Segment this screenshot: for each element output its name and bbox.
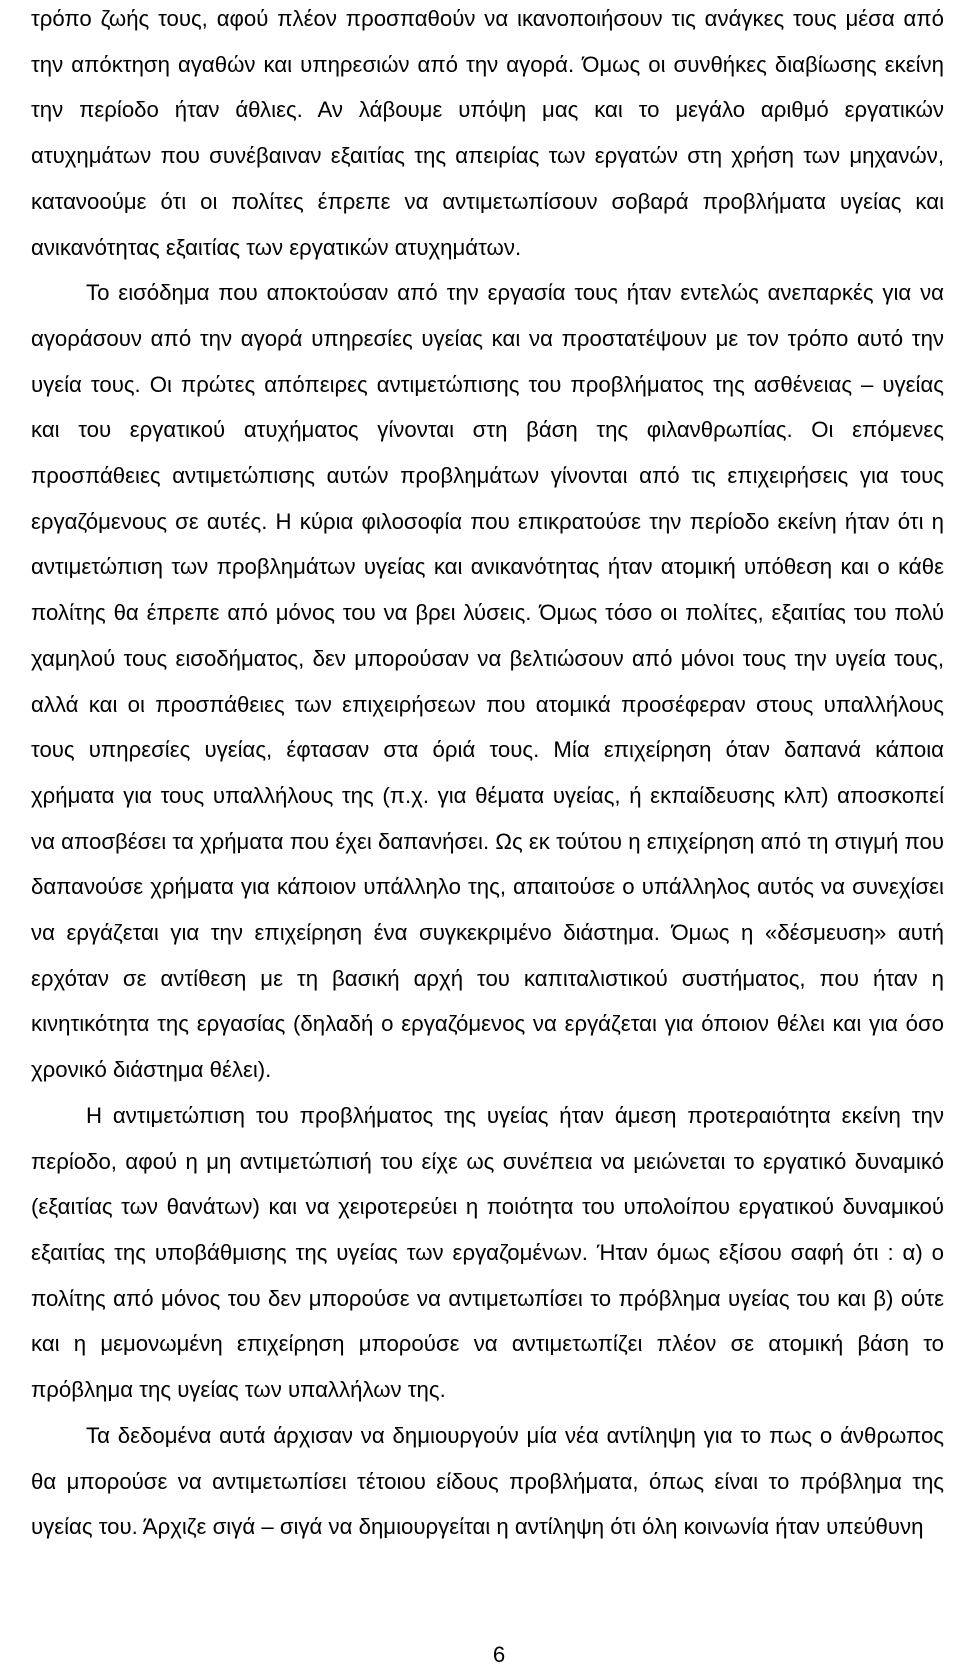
paragraph-continuation: τρόπο ζωής τους, αφού πλέον προσπαθούν να ικανοποιήσουν τις ανάγκες τους μέσα από την απόκτηση αγαθών και υπηρεσιών από την αγορά. Όμως οι συνθήκες διαβίωσης εκείνη την περίοδο ήταν άθλιες. Αν λάβουμε υπόψη μας και το μεγάλο αριθμό εργατικών ατυχημάτων που συνέβαιναν εξαιτίας της απειρίας των εργατών στη χρήση των μηχανών, κατανοούμε ότι οι πολίτες έπρεπε να αντιμετωπίσουν σοβαρά προβλήματα υγείας και ανικανότητας εξαιτίας των εργατικών ατυχημάτων. (31, 6, 944, 260)
page-number: 6 (492, 1642, 506, 1667)
paragraph-health-priority: Η αντιμετώπιση του προβλήματος της υγείας ήταν άμεση προτεραιότητα εκείνη την περίοδο, αφού η μη αντιμετώπισή του είχε ως συνέπεια να μειώνεται το εργατικό δυναμικό (εξαιτίας των θανάτων) και να χειροτερεύει η ποιότητα του υπολοίπου εργατικού δυναμικού εξαιτίας της υποβάθμισης της υγείας των εργαζομένων. Ήταν όμως εξίσου σαφή ότι : α) ο πολίτης από μόνος του δεν μπορούσε να αντιμετωπίσει το πρόβλημα υγείας του και β) ούτε και η μεμονωμένη επιχείρηση μπορούσε να αντιμετωπίζει πλέον σε ατομική βάση το πρόβλημα της υγείας των υπαλλήλων της. (31, 1102, 944, 1403)
paragraph-new-perception: Τα δεδομένα αυτά άρχισαν να δημιουργούν μία νέα αντίληψη για το πως ο άνθρωπος θα μπορούσε να αντιμετωπίσει τέτοιου είδους προβλήματα, όπως είναι το πρόβλημα της υγείας του. Άρχιζε σιγά – σιγά να δημιουργείται η αντίληψη ότι όλη κοινωνία ήταν υπεύθυνη (31, 1422, 944, 1540)
paragraph-income: Το εισόδημα που αποκτούσαν από την εργασία τους ήταν εντελώς ανεπαρκές για να αγοράσουν από την αγορά υπηρεσίες υγείας και να προστατέψουν με τον τρόπο αυτό την υγεία τους. Οι πρώτες απόπειρες αντιμετώπισης του προβλήματος της ασθένειας – υγείας και του εργατικού ατυχήματος γίνονται στη βάση της φιλανθρωπίας. Οι επόμενες προσπάθειες αντιμετώπισης αυτών προβλημάτων γίνονται από τις επιχειρήσεις για τους εργαζόμενους σε αυτές. Η κύρια φιλοσοφία που επικρατούσε την περίοδο εκείνη ήταν ότι η αντιμετώπιση των προβλημάτων υγείας και ανικανότητας ήταν ατομική υπόθεση και ο κάθε πολίτης θα έπρεπε από μόνος του να βρει λύσεις. Όμως τόσο οι πολίτες, εξαιτίας του πολύ χαμηλού τους εισοδήματος, δεν μπορούσαν να βελτιώσουν από μόνοι τους την υγεία τους, αλλά και οι προσπάθειες των επιχειρήσεων που ατομικά προσέφεραν στους υπαλλήλους τους υπηρεσίες υγείας, έφτασαν στα όριά τους. Μία επιχείρηση όταν δαπανά κάποια χρήματα για τους υπαλλήλους της (π.χ. για θέματα υγείας, ή εκπαίδευσης κλπ) αποσκοπεί να αποσβέσει τα χρήματα που έχει δαπανήσει. Ως εκ τούτου η επιχείρηση από τη στιγμή που δαπανούσε χρήματα για κάποιον υπάλληλο της, απαιτούσε ο υπάλληλος αυτός να συνεχίσει να εργάζεται για την επιχείρηση ένα συγκεκριμένο διάστημα. Όμως η «δέσμευση» αυτή ερχόταν σε αντίθεση με τη βασική αρχή του καπιταλιστικού συστήματος, που ήταν η κινητικότητα της εργασίας (δηλαδή ο εργαζόμενος να εργάζεται για όποιον θέλει και για όσο χρονικό διάστημα θέλει). (31, 280, 944, 1083)
document-page (31, 0, 944, 1550)
